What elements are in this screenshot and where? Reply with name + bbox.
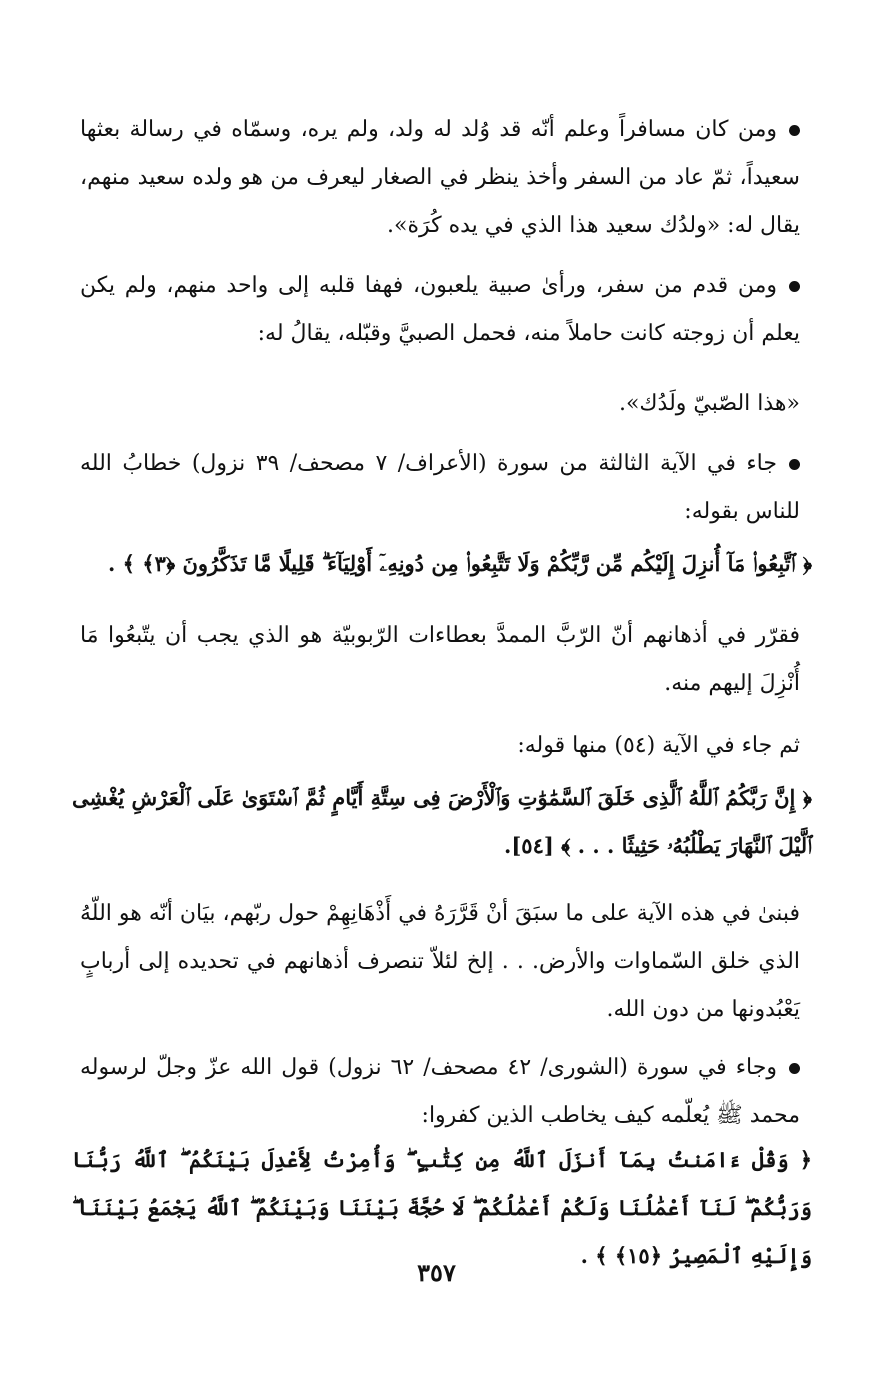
- paragraph-commentary: [80, 890, 800, 1034]
- paragraph-traveler: [80, 106, 800, 250]
- paragraph-verse-intro: [80, 722, 800, 770]
- quote-text: «هذا الصّبيّ ولَدُك».: [618, 391, 800, 416]
- paragraph-text: ومن كان مسافراً وعلم أنّه قد وُلد له ولد، ولم يره، وسمّاه في رسالة بعثها سعيداً، ثمّ عاد من السفر وأخذ ينظر في الصغار ليعرف من هو ولده سعيد منهم، يقال له: «ولدُك سعيد هذا الذي في يده كُرَة».: [80, 117, 800, 238]
- verse-text: ﴿ وَقُلْ ءَامَنتُ بِمَآ أَنزَلَ ٱللَّهُ مِن كِتَٰبٍ ۖ وَأُمِرْتُ لِأَعْدِلَ بَيْنَكُمُ ۖ ٱللَّهُ رَبُّنَا وَرَبُّكُمْ ۖ لَنَآ أَعْمَٰلُنَا وَلَكُمْ أَعْمَٰلُكُمْ ۖ لَا حُجَّةَ بَيْنَنَا وَبَيْنَكُمُ ۖ ٱللَّهُ يَجْمَعُ بَيْنَنَا ۖ وَإِلَيْهِ ٱلْمَصِيرُ ﴿١٥﴾ ﴾ .: [72, 1147, 812, 1268]
- page-number: ٣٥٧: [417, 1258, 456, 1287]
- bullet-icon: [789, 1063, 800, 1074]
- paragraph-child: [80, 262, 800, 358]
- bullet-icon: [789, 281, 800, 292]
- paragraph-shura: [80, 1044, 800, 1140]
- paragraph-text: ثم جاء في الآية (٥٤) منها قوله:: [517, 733, 800, 758]
- paragraph-text: فبنىٰ في هذه الآية على ما سبَقَ أنْ قَرَّرَهُ في أَذْهَانِهِمْ حول ربّهم، بيَان أنّه هو اللّهُ الذي خلق السّماوات والأرض. . . إلخ لئلاّ تنصرف أذهانهم في تحديده إلى أربابٍ يَعْبُدونها من دون الله.: [80, 901, 800, 1022]
- paragraph-text: جاء في الآية الثالثة من سورة (الأعراف/ ٧ مصحف/ ٣٩ نزول) خطابُ الله للناس بقوله:: [80, 451, 800, 524]
- quran-verse-2: [72, 774, 812, 870]
- paragraph-text: فقرّر في أذهانهم أنّ الرّبَّ الممدَّ بعطاءات الرّبوبيّة هو الذي يجب أن يتّبعُوا مَا أُنْزِلَ إليهم منه.: [80, 623, 800, 696]
- quran-verse-1: [72, 540, 812, 588]
- paragraph-araf: [80, 440, 800, 536]
- paragraph-text: ومن قدم من سفر، ورأىٰ صبية يلعبون، فهفا قلبه إلى واحد منهم، ولم يكن يعلم أن زوجته كانت حاملاً منه، فحمل الصبيَّ وقبّله، يقالُ له:: [80, 273, 800, 346]
- paragraph-explanation: [80, 612, 800, 708]
- bullet-icon: [789, 125, 800, 136]
- quote-line: [80, 380, 800, 428]
- verse-text: ﴿ إِنَّ رَبَّكُمُ ٱللَّهُ ٱلَّذِى خَلَقَ ٱلسَّمَٰوَٰتِ وَٱلْأَرْضَ فِى سِتَّةِ أَيَّامٍ ثُمَّ ٱسْتَوَىٰ عَلَى ٱلْعَرْشِ يُغْشِى ٱلَّيْلَ ٱلنَّهَارَ يَطْلُبُهُۥ حَثِيثًا . . . ﴾ [٥٤].: [72, 785, 812, 858]
- verse-text: ﴿ ٱتَّبِعُوا۟ مَآ أُنزِلَ إِلَيْكُم مِّن رَّبِّكُمْ وَلَا تَتَّبِعُوا۟ مِن دُونِهِۦٓ أَوْلِيَآءَ ۗ قَلِيلًا مَّا تَذَكَّرُونَ ﴿٣﴾ ﴾ .: [108, 551, 812, 576]
- bullet-icon: [789, 459, 800, 470]
- paragraph-text: وجاء في سورة (الشورى/ ٤٢ مصحف/ ٦٢ نزول) قول الله عزّ وجلّ لرسوله محمد ﷺ يُعلّمه كيف يخاطب الذين كفروا:: [80, 1055, 800, 1128]
